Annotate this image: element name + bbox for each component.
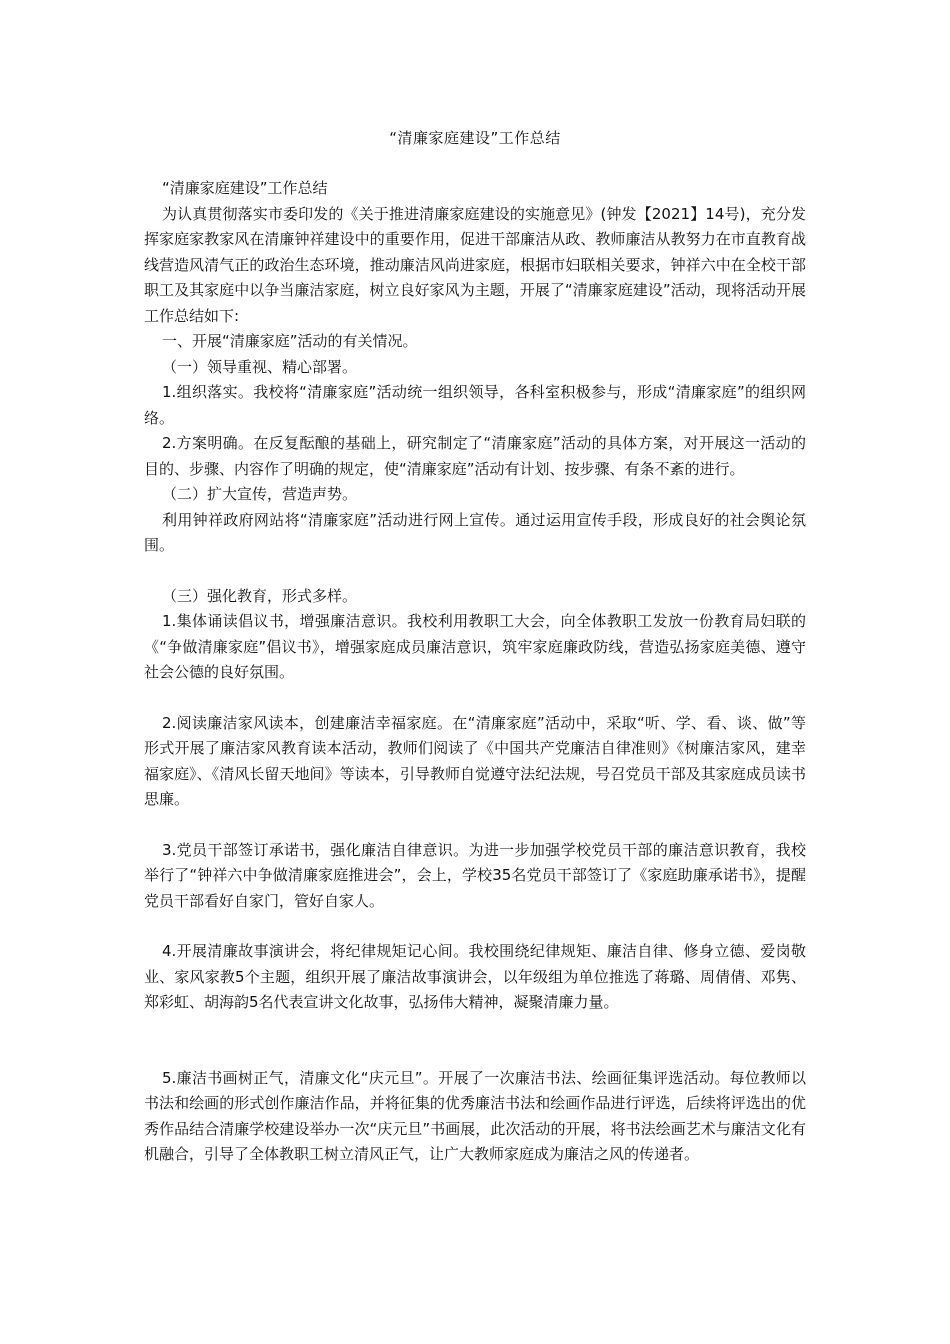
item-paragraph: 利用钟祥政府网站将“清廉家庭”活动进行网上宣传。通过运用宣传手段，形成良好的社会舆论氛围。	[144, 510, 806, 554]
intro-paragraph: 为认真贯彻落实市委印发的《关于推进清廉家庭建设的实施意见》(钟发【2021】14号)，充分发挥家庭家教家风在清廉钟祥建设中的重要作用，促进干部廉洁从政、教师廉洁从教努力在市直教育战线营造风清气正的政治生态环境，推动廉洁风尚进家庭，根据市妇联相关要求，钟祥六中在全校干部职工及其家庭中以争当廉洁家庭，树立良好家风为主题，开展了“清廉家庭建设”活动，现将活动开展工作总结如下:	[144, 204, 806, 325]
item-paragraph: 1.集体诵读倡议书，增强廉洁意识。我校利用教职工大会，向全体教职工发放一份教育局妇联的《“争做清廉家庭”倡议书》，增强家庭成员廉洁意识，筑牢家庭廉政防线，营造弘扬家庭美德、遵守社会公德的良好氛围。	[144, 612, 806, 681]
subsection-heading-2: （二）扩大宣传，营造声势。	[162, 485, 358, 503]
body-heading: “清廉家庭建设”工作总结	[162, 179, 328, 197]
item-paragraph: 3.党员干部签订承诺书，强化廉洁自律意识。为进一步加强学校党员干部的廉洁意识教育，我校举行了“钟祥六中争做清廉家庭推进会”，会上，学校35名党员干部签订了《家庭助廉承诺书》，提醒党员干部看好自家门，管好自家人。	[144, 840, 806, 910]
section-heading-1: 一、开展“清廉家庭”活动的有关情况。	[162, 332, 418, 350]
subsection-heading-3: （三）强化教育，形式多样。	[162, 586, 358, 605]
item-paragraph: 5.廉洁书画树正气，清廉文化“庆元旦”。开展了一次廉洁书法、绘画征集评选活动。每位教师以书法和绘画的形式创作廉洁作品，并将征集的优秀廉洁书法和绘画作品进行评选，后续将评选出的优秀作品结合清廉学校建设举办一次“庆元旦”书画展，此次活动的开展，将书法绘画艺术与廉洁文化有机融合，引导了全体教职工树立清风正气，让广大教师家庭成为廉洁之风的传递者。	[144, 1068, 806, 1163]
item-paragraph: 1.组织落实。我校将“清廉家庭”活动统一组织领导，各科室积极参与，形成“清廉家庭”的组织网络。	[144, 383, 806, 427]
item-paragraph: 2.方案明确。在反复酝酿的基础上，研究制定了“清廉家庭”活动的具体方案，对开展这一活动的目的、步骤、内容作了明确的规定，使“清廉家庭”活动有计划、按步骤、有条不紊的进行。	[144, 434, 806, 478]
subsection-heading-1: （一）领导重视、精心部署。	[162, 357, 358, 376]
item-paragraph: 2.阅读廉洁家风读本，创建廉洁幸福家庭。在“清廉家庭”活动中，采取“听、学、看、谈、做”等形式开展了廉洁家风教育读本活动，教师们阅读了《中国共产党廉洁自律准则》《树廉洁家风，建幸福家庭》、《清风长留天地间》等读本，引导教师自觉遵守法纪法规，号召党员干部及其家庭成员读书思廉。	[144, 713, 806, 808]
item-paragraph: 4.开展清廉故事演讲会，将纪律规矩记心间。我校围绕纪律规矩、廉洁自律、修身立德、爱岗敬业、家风家教5个主题，组织开展了廉洁故事演讲会，以年级组为单位推选了蒋璐、周倩倩、邓隽、郑彩虹、胡海韵5名代表宣讲文化故事，弘扬伟大精神，凝聚清廉力量。	[144, 942, 806, 1011]
document-title: “清廉家庭建设”工作总结	[389, 129, 561, 147]
document-body	[144, 176, 806, 1168]
